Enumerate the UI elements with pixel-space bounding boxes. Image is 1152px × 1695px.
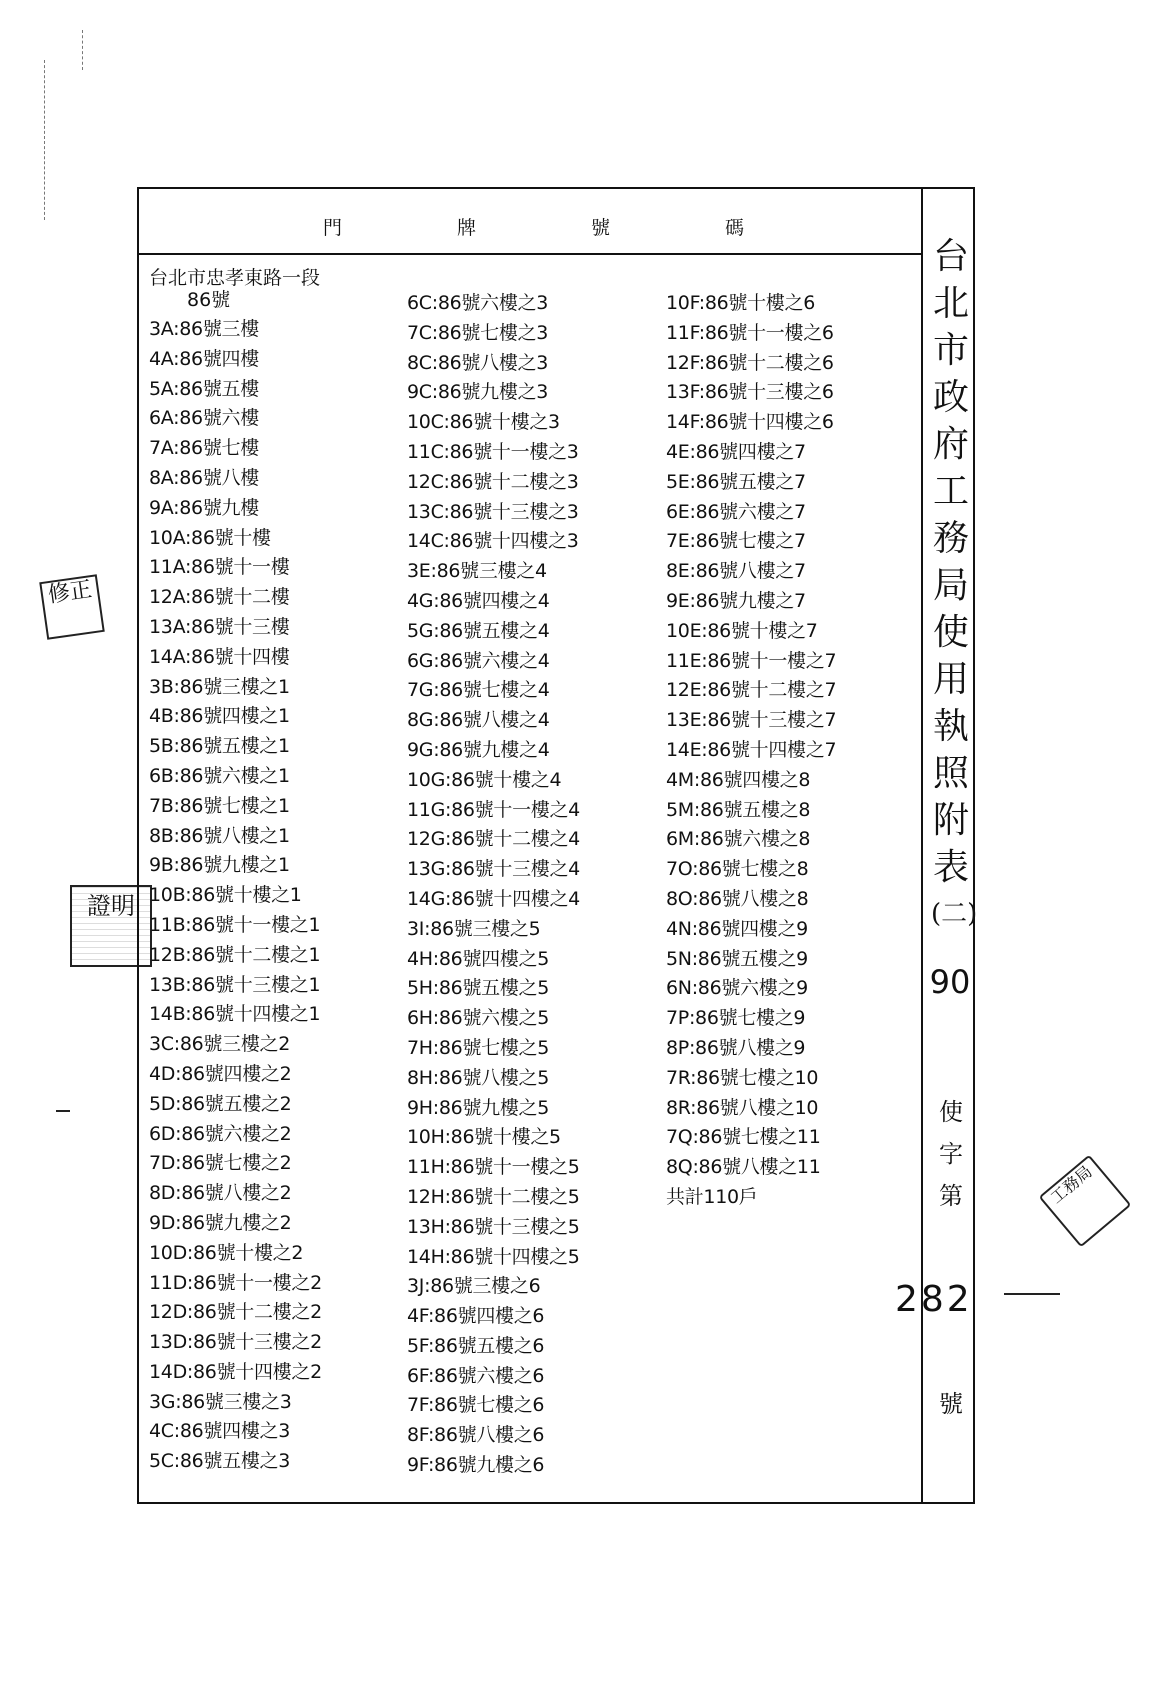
list-item: 7D:86號七樓之2 (149, 1152, 292, 1175)
list-item: 9F:86號九樓之6 (407, 1454, 545, 1477)
list-item: 5M:86號五樓之8 (666, 798, 811, 821)
list-item: 13D:86號十三樓之2 (149, 1331, 322, 1354)
list-item: 13C:86號十三樓之3 (407, 500, 579, 523)
list-item: 11D:86號十一樓之2 (149, 1271, 322, 1294)
list-item: 14H:86號十四樓之5 (407, 1245, 580, 1268)
list-item: 9E:86號九樓之7 (666, 589, 806, 612)
list-item: 6D:86號六樓之2 (149, 1122, 292, 1145)
list-item: 5A:86號五樓 (149, 377, 259, 400)
list-item: 4H:86號四樓之5 (407, 947, 550, 970)
list-item: 4N:86號四樓之9 (666, 917, 808, 940)
side-title-char: 市 (932, 330, 969, 371)
street-number: 86號 (187, 289, 231, 311)
list-item: 5C:86號五樓之3 (149, 1450, 291, 1473)
list-item: 13A:86號十三樓 (149, 615, 290, 638)
side-suffix: 號 (939, 1390, 963, 1418)
list-item: 5N:86號五樓之9 (666, 947, 808, 970)
list-item: 5F:86號五樓之6 (407, 1334, 545, 1357)
list-item: 7O:86號七樓之8 (666, 858, 809, 881)
side-title-char: 政 (932, 377, 969, 418)
list-item: 7R:86號七樓之10 (666, 1066, 819, 1089)
list-item: 3B:86號三樓之1 (149, 675, 290, 698)
side-title-char: 執 (932, 706, 969, 747)
list-item: 12E:86號十二樓之7 (666, 679, 837, 702)
list-item: 7A:86號七樓 (149, 437, 259, 460)
side-title-char: 北 (932, 283, 969, 324)
list-item: 8A:86號八樓 (149, 466, 259, 489)
address-column-2 (407, 289, 580, 1481)
list-item: 7F:86號七樓之6 (407, 1394, 545, 1417)
list-item: 4F:86號四樓之6 (407, 1305, 545, 1328)
stamp-right: 工務局 (1039, 1155, 1132, 1248)
header-char-3: 號 (591, 217, 611, 239)
list-item: 4A:86號四樓 (149, 347, 259, 370)
side-prefix-2: 字 (939, 1140, 963, 1168)
list-item: 10E:86號十樓之7 (666, 619, 818, 642)
binding-edge-mark (44, 60, 45, 220)
list-item: 6N:86號六樓之9 (666, 977, 808, 1000)
list-item: 8P:86號八樓之9 (666, 1036, 806, 1059)
list-item: 12D:86號十二樓之2 (149, 1301, 322, 1324)
list-item: 11B:86號十一樓之1 (149, 913, 321, 936)
list-item: 5E:86號五樓之7 (666, 470, 806, 493)
list-item: 14F:86號十四樓之6 (666, 411, 834, 434)
address-table (137, 187, 978, 1504)
list-item: 7B:86號七樓之1 (149, 794, 290, 817)
list-item: 9D:86號九樓之2 (149, 1211, 292, 1234)
address-column-3 (666, 289, 836, 1213)
list-item: 6M:86號六樓之8 (666, 828, 811, 851)
list-item: 8R:86號八樓之10 (666, 1096, 819, 1119)
column-3-entries (666, 289, 836, 1213)
list-item: 8H:86號八樓之5 (407, 1066, 550, 1089)
side-prefix-3: 第 (939, 1182, 963, 1210)
list-item: 7C:86號七樓之3 (407, 321, 549, 344)
list-item: 7P:86號七樓之9 (666, 1007, 806, 1030)
list-item: 13G:86號十三樓之4 (407, 858, 580, 881)
side-title-char: 用 (932, 659, 969, 700)
list-item: 5D:86號五樓之2 (149, 1092, 292, 1115)
list-item: 12F:86號十二樓之6 (666, 351, 834, 374)
table-header (139, 189, 921, 255)
side-title-char: (二) (931, 899, 978, 929)
list-item: 4M:86號四樓之8 (666, 768, 811, 791)
list-item: 11H:86號十一樓之5 (407, 1156, 580, 1179)
list-item: 9C:86號九樓之3 (407, 381, 549, 404)
list-item: 11G:86號十一樓之4 (407, 798, 580, 821)
list-item: 4G:86號四樓之4 (407, 589, 550, 612)
list-item: 3A:86號三樓 (149, 318, 259, 340)
list-item: 7Q:86號七樓之11 (666, 1126, 821, 1149)
list-item: 10A:86號十樓 (149, 526, 271, 549)
side-title-char: 表 (932, 847, 969, 888)
list-item: 6E:86號六樓之7 (666, 500, 806, 523)
list-item: 11F:86號十一樓之6 (666, 321, 834, 344)
side-title-char: 工 (932, 471, 969, 512)
list-item: 3E:86號三樓之4 (407, 560, 547, 583)
side-prefix-1: 使 (939, 1098, 963, 1126)
list-item: 6C:86號六樓之3 (407, 292, 549, 314)
street-address: 台北市忠孝東路一段 (149, 267, 321, 289)
side-title-char: 府 (932, 424, 969, 465)
list-item: 14C:86號十四樓之3 (407, 530, 579, 553)
side-title (931, 233, 978, 938)
list-item: 7E:86號七樓之7 (666, 530, 806, 553)
list-item: 3J:86號三樓之6 (407, 1275, 541, 1298)
list-item: 6A:86號六樓 (149, 407, 259, 430)
header-char-4: 碼 (725, 217, 745, 239)
list-item: 8O:86號八樓之8 (666, 887, 809, 910)
list-item: 6B:86號六樓之1 (149, 764, 290, 787)
list-item: 8F:86號八樓之6 (407, 1424, 545, 1447)
stamp-left: 修正 (39, 574, 105, 640)
list-item: 11E:86號十一樓之7 (666, 649, 837, 672)
list-item: 共計110戶 (666, 1185, 758, 1208)
list-item: 6H:86號六樓之5 (407, 1007, 550, 1030)
binding-edge-mark-2 (82, 30, 83, 70)
side-title-char: 照 (932, 753, 969, 794)
list-item: 10G:86號十樓之4 (407, 768, 562, 791)
list-item: 5B:86號五樓之1 (149, 735, 290, 758)
list-item: 6F:86號六樓之6 (407, 1364, 545, 1387)
list-item: 12G:86號十二樓之4 (407, 828, 580, 851)
side-title-char: 使 (932, 612, 969, 653)
list-item: 10H:86號十樓之5 (407, 1126, 561, 1149)
list-item: 13E:86號十三樓之7 (666, 709, 837, 732)
list-item: 9H:86號九樓之5 (407, 1096, 550, 1119)
list-item: 12A:86號十二樓 (149, 586, 290, 609)
list-item: 12C:86號十二樓之3 (407, 470, 579, 493)
list-item: 10D:86號十樓之2 (149, 1241, 304, 1264)
list-item: 14A:86號十四樓 (149, 645, 290, 668)
list-item: 4C:86號四樓之3 (149, 1420, 291, 1443)
list-item: 11A:86號十一樓 (149, 556, 290, 579)
address-column-1 (149, 267, 322, 1477)
list-item: 13F:86號十三樓之6 (666, 381, 834, 404)
list-item: 8D:86號八樓之2 (149, 1182, 292, 1205)
list-item: 9A:86號九樓 (149, 496, 259, 519)
list-item: 5G:86號五樓之4 (407, 619, 550, 642)
list-item: 7H:86號七樓之5 (407, 1036, 550, 1059)
list-item: 9G:86號九樓之4 (407, 738, 550, 761)
column-2-entries (407, 289, 580, 1481)
list-item: 6G:86號六樓之4 (407, 649, 550, 672)
list-item: 10F:86號十樓之6 (666, 292, 815, 314)
list-item: 4E:86號四樓之7 (666, 440, 806, 463)
list-item: 4D:86號四樓之2 (149, 1062, 292, 1085)
side-title-char: 附 (932, 800, 969, 841)
list-item: 8B:86號八樓之1 (149, 824, 290, 847)
license-number: 282 (895, 1279, 973, 1320)
list-item: 13B:86號十三樓之1 (149, 973, 321, 996)
list-item: 10C:86號十樓之3 (407, 411, 560, 434)
list-item: 11C:86號十一樓之3 (407, 440, 579, 463)
stamp-mid: 證明 (70, 885, 152, 967)
header-char-1: 門 (323, 217, 343, 239)
side-number: 90 (929, 963, 971, 1001)
list-item: 8G:86號八樓之4 (407, 709, 550, 732)
column-1-entries (149, 315, 322, 1477)
side-title-char: 局 (932, 565, 969, 606)
list-item: 3I:86號三樓之5 (407, 917, 541, 940)
scan-dash-mark (1004, 1293, 1060, 1295)
side-title-char: 台 (932, 236, 969, 277)
list-item: 4B:86號四樓之1 (149, 705, 290, 728)
header-char-2: 牌 (457, 217, 477, 239)
scan-dash-mark-left (56, 1110, 70, 1112)
list-item: 14G:86號十四樓之4 (407, 887, 580, 910)
list-item: 8E:86號八樓之7 (666, 560, 806, 583)
list-item: 7G:86號七樓之4 (407, 679, 550, 702)
list-item: 9B:86號九樓之1 (149, 854, 290, 877)
list-item: 8C:86號八樓之3 (407, 351, 549, 374)
list-item: 10B:86號十樓之1 (149, 884, 302, 907)
list-item: 14D:86號十四樓之2 (149, 1360, 322, 1383)
list-item: 5H:86號五樓之5 (407, 977, 550, 1000)
list-item: 12H:86號十二樓之5 (407, 1185, 580, 1208)
list-item: 14E:86號十四樓之7 (666, 738, 837, 761)
side-title-char: 務 (932, 518, 969, 559)
list-item: 13H:86號十三樓之5 (407, 1215, 580, 1238)
list-item: 3G:86號三樓之3 (149, 1390, 292, 1413)
list-item: 14B:86號十四樓之1 (149, 1003, 321, 1026)
list-item: 12B:86號十二樓之1 (149, 943, 321, 966)
list-item: 8Q:86號八樓之11 (666, 1156, 821, 1179)
list-item: 3C:86號三樓之2 (149, 1033, 291, 1056)
